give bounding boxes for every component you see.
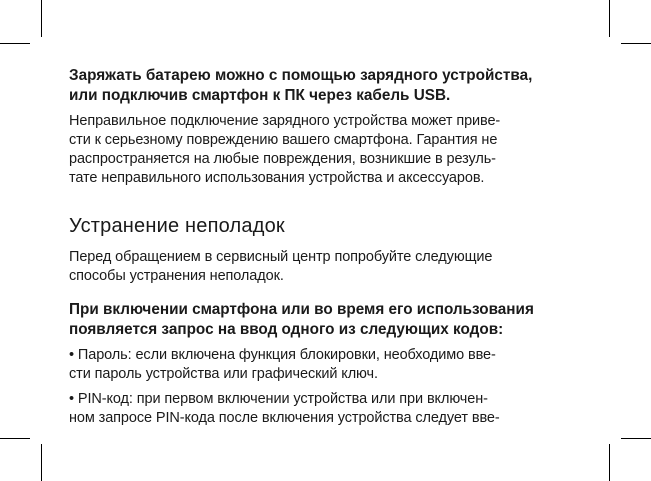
bullet-line: • PIN-код: при первом включении устройства или при включен- [69,391,488,407]
charging-note [69,66,552,106]
crop-mark [41,0,42,37]
manual-page [69,66,552,434]
intro-line: Перед обращением в сервисный центр попробуйте следующие [69,249,493,265]
charging-note-line: Заряжать батарею можно с помощью зарядного устройства, [69,67,533,84]
bullet-password [69,346,552,384]
warning-line: Неправильное подключение зарядного устройства может приве- [69,113,501,129]
crop-mark [0,438,30,439]
troubleshooting-intro [69,248,552,286]
section-heading: Устранение неполадок [69,215,285,237]
codes-note-line: появляется запрос на ввод одного из следующих кодов: [69,321,504,338]
codes-prompt-note [69,300,552,340]
bullet-pin-code [69,390,552,428]
codes-note-line: При включении смартфона или во время его использования [69,301,534,318]
warning-line: сти к серьезному повреждению вашего смартфона. Гарантия не [69,132,498,148]
charging-note-line: или подключив смартфон к ПК через кабель USB. [69,87,451,104]
warning-line: тате неправильного использования устройства и аксессуаров. [69,170,485,186]
crop-mark [621,43,651,44]
crop-mark [41,444,42,481]
crop-mark [621,438,651,439]
crop-mark [609,444,610,481]
bullet-line: сти пароль устройства или графический ключ. [69,366,378,382]
warning-paragraph [69,112,552,188]
warning-line: распространяется на любые повреждения, возникшие в резуль- [69,151,496,167]
bullet-line: ном запросе PIN-кода после включения устройства следует вве- [69,410,500,426]
crop-mark [0,43,30,44]
intro-line: способы устранения неполадок. [69,268,284,284]
bullet-line: • Пароль: если включена функция блокировки, необходимо вве- [69,347,496,363]
crop-mark [609,0,610,37]
